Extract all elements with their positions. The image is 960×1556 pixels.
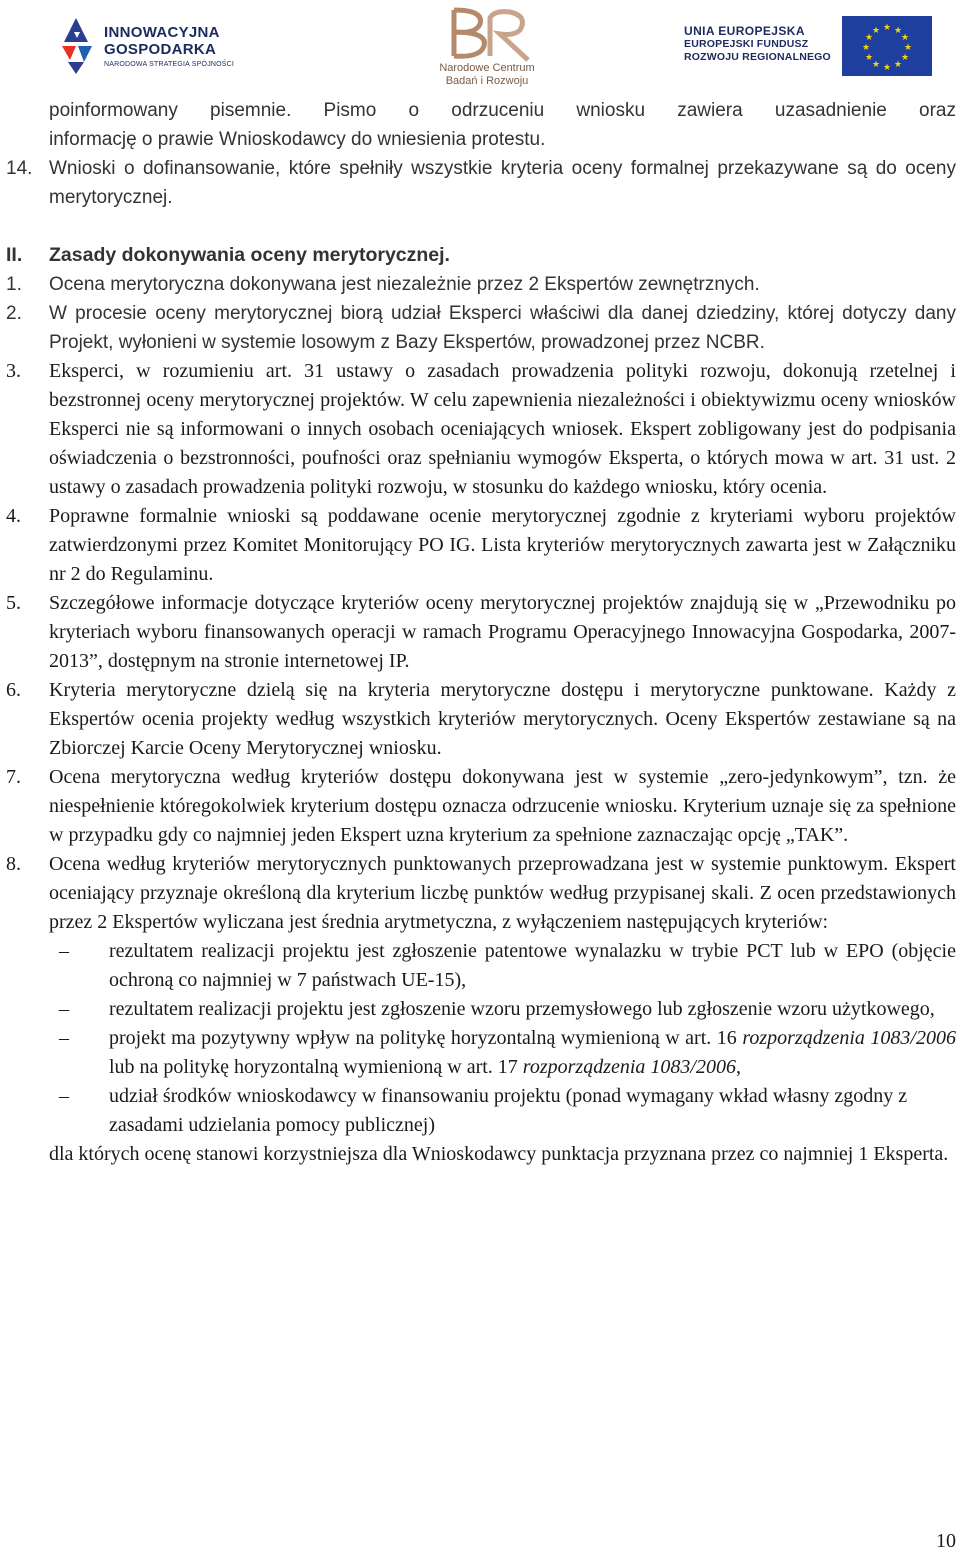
intro-line2: informację o prawie Wnioskodawcy do wniesienia protestu.	[49, 129, 546, 150]
svg-text:★: ★	[871, 26, 881, 36]
eu-logo	[684, 16, 934, 80]
list-item-7	[6, 763, 956, 850]
eu-line2: EUROPEJSKI FUNDUSZ	[684, 38, 809, 50]
item-number: 5.	[6, 592, 21, 614]
dash-item-1	[49, 937, 956, 995]
intro-paragraph	[49, 96, 956, 154]
dash-item-text	[109, 1024, 956, 1082]
section-title: Zasady dokonywania oceny merytorycznej.	[49, 244, 450, 266]
dash-text-b: lub na politykę horyzontalną wymienioną w art. 17	[109, 1056, 523, 1078]
dash-item-text: rezultatem realizacji projektu jest zgłoszenie patentowe wynalazku w trybie PCT lub w EPO (objęcie ochroną co najmniej w 7 państwach UE-15),	[109, 940, 956, 991]
svg-text:★: ★	[864, 53, 874, 63]
svg-text:★: ★	[900, 53, 910, 63]
dash-item-text: rezultatem realizacji projektu jest zgłoszenie wzoru przemysłowego lub zgłoszenie wzoru użytkowego,	[109, 998, 935, 1020]
item-number: 1.	[6, 274, 22, 295]
ncbr-line2: Badań i Rozwoju	[445, 75, 529, 87]
dash-item-2	[49, 995, 956, 1024]
item-text: Ocena według kryteriów merytorycznych punktowanych przeprowadzana jest w systemie punktowym. Ekspert oceniający przyznaje określoną dla kryterium liczbę punktów według przypisanej skali. Z ocen przedstawionych przez 2 Ekspertów wyliczana jest średnia arytmetyczna, z wyłączeniem następujących kryteriów:	[49, 853, 956, 933]
item-text: Ocena merytoryczna według kryteriów dostępu dokonywana jest w systemie „zero-jedynkowym”, tzn. że niespełnienie któregokolwiek kryterium dostępu oznacza odrzucenie wniosku. Kryterium uznaje się za spełnione w przypadku gdy co najmniej jeden Ekspert uzna kryterium za spełnione zaznaczając opcję „TAK”.	[49, 766, 956, 846]
ig-line3: NARODOWA STRATEGIA SPÓJNOŚCI	[104, 61, 235, 68]
list-item-8	[6, 850, 956, 937]
dash-bullet: –	[59, 1085, 69, 1107]
dash-item-3	[49, 1024, 956, 1082]
list-item-5	[6, 589, 956, 676]
dash-item-text: udział środków wnioskodawcy w finansowaniu projektu (ponad wymagany wkład własny zgodny z zasadami udzielania pomocy publicznej)	[109, 1085, 908, 1136]
list-item-3	[6, 357, 956, 502]
item-number: 4.	[6, 505, 21, 527]
dash-text-a: projekt ma pozytywny wpływ na politykę horyzontalną wymienioną w art. 16	[109, 1027, 743, 1049]
item-text: Wnioski o dofinansowanie, które spełniły wszystkie kryteria oceny formalnej przekazywane są do oceny merytorycznej.	[49, 158, 956, 208]
item-number: 14.	[6, 158, 33, 179]
item-text: Poprawne formalnie wnioski są poddawane ocenie merytorycznej zgodnie z kryteriami wyboru projektów zatwierdzonymi przez Komitet Monitorujący PO IG. Lista kryteriów merytorycznych zawarta jest w Załączniku nr 2 do Regulaminu.	[49, 505, 956, 585]
svg-text:★: ★	[882, 63, 892, 73]
dash-bullet: –	[59, 940, 69, 962]
ig-line2: GOSPODARKA	[104, 41, 217, 58]
item-number: 6.	[6, 679, 21, 701]
item-text: Kryteria merytoryczne dzielą się na kryteria merytoryczne dostępu i merytoryczne punktowane. Każdy z Ekspertów ocenia projekty według wszystkich kryteriów merytorycznych. Oceny Ekspertów zestawiane są na Zbiorczej Karcie Oceny Merytorycznej wniosku.	[49, 679, 956, 759]
eu-flag-icon	[842, 16, 932, 76]
item-number: 2.	[6, 303, 22, 324]
eu-line1: UNIA EUROPEJSKA	[684, 24, 805, 38]
dash-bullet: –	[59, 1027, 69, 1049]
svg-text:★: ★	[903, 43, 913, 53]
list-item-6	[6, 676, 956, 763]
section-number: II.	[6, 244, 23, 266]
list-item-1	[6, 270, 956, 299]
ncbr-br-icon	[432, 4, 542, 62]
page-header	[0, 0, 960, 96]
dash-item-4	[49, 1082, 956, 1140]
ncbr-line1: Narodowe Centrum	[439, 62, 535, 74]
svg-text:★: ★	[893, 60, 903, 70]
innowacyjna-gospodarka-logo	[58, 12, 258, 78]
ig-star-icon	[58, 16, 94, 76]
item-text: Szczegółowe informacje dotyczące kryteriów oceny merytorycznej projektów znajdują się w „Przewodniku po kryteriach wyboru finansowanych operacji w ramach Programu Operacyjnego Innowacyjna Gospodarka, 2007-2013”, dostępnym na stronie internetowej IP.	[49, 592, 956, 672]
svg-text:★: ★	[900, 33, 910, 43]
ncbr-logo	[412, 4, 562, 94]
regulation-ref-a: rozporządzenia 1083/2006	[742, 1027, 956, 1049]
list-item-14	[6, 154, 956, 212]
item-text: W procesie oceny merytorycznej biorą udział Eksperci właściwi dla danej dziedziny, której dotyczy dany Projekt, wyłonieni w systemie losowym z Bazy Ekspertów, prowadzonej przez NCBR.	[49, 303, 956, 353]
svg-text:★: ★	[864, 33, 874, 43]
eu-line3: ROZWOJU REGIONALNEGO	[684, 51, 831, 63]
intro-line1: poinformowany pisemnie. Pismo o odrzuceniu wniosku zawiera uzasadnienie oraz	[49, 100, 956, 121]
svg-text:★: ★	[871, 60, 881, 70]
item-text: Ocena merytoryczna dokonywana jest niezależnie przez 2 Ekspertów zewnętrznych.	[49, 274, 760, 295]
dash-bullet: –	[59, 998, 69, 1020]
svg-text:★: ★	[882, 23, 892, 33]
page-content	[0, 96, 960, 1169]
svg-text:★: ★	[861, 43, 871, 53]
spacer	[0, 212, 960, 241]
dash-text-c: ,	[735, 1056, 741, 1078]
item-number: 7.	[6, 766, 21, 788]
item-number: 3.	[6, 360, 21, 382]
item-number: 8.	[6, 853, 21, 875]
section-heading	[6, 241, 956, 270]
closing-paragraph: dla których ocenę stanowi korzystniejsza dla Wnioskodawcy punktacja przyznana przez co najmniej 1 Eksperta.	[49, 1143, 949, 1165]
page-number: 10	[936, 1530, 956, 1552]
ig-line1: INNOWACYJNA	[104, 24, 220, 41]
item-text: Eksperci, w rozumieniu art. 31 ustawy o zasadach prowadzenia polityki rozwoju, dokonują rzetelnej i bezstronnej oceny merytorycznej projektów. W celu zapewnienia niezależności i obiektywizmu oceny wniosków Eksperci nie są informowani o innych osobach oceniających wniosek. Ekspert zobligowany jest do podpisania oświadczenia o bezstronności, poufności oraz spełnianiu wymogów Eksperta, o których mowa w art. 31 ust. 2 ustawy o zasadach prowadzenia polityki rozwoju, w stosunku do każdego wniosku, który ocenia.	[49, 360, 956, 498]
regulation-ref-b: rozporządzenia 1083/2006	[522, 1056, 736, 1078]
list-item-4	[6, 502, 956, 589]
list-item-2	[6, 299, 956, 357]
svg-text:★: ★	[893, 26, 903, 36]
